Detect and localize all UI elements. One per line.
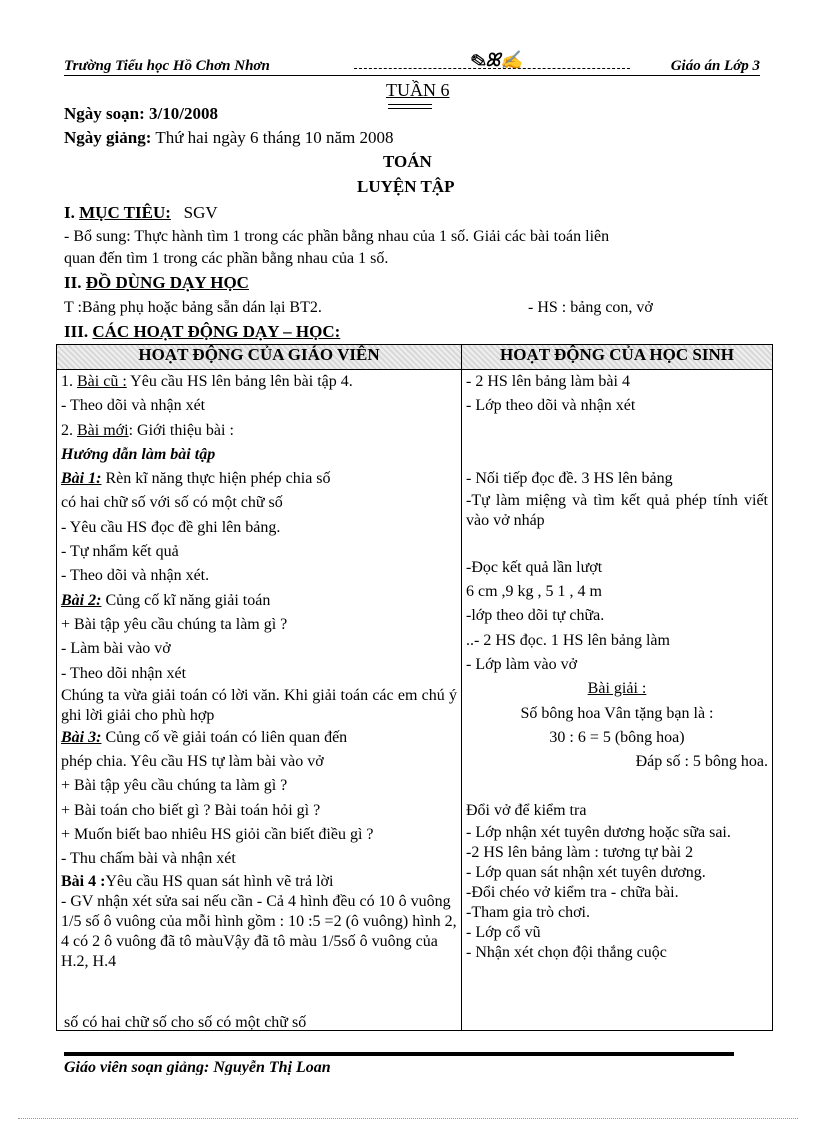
- supplement-line-1: - Bổ sung: Thực hành tìm 1 trong các phần bằng nhau của 1 số. Giải các bài toán liên: [64, 228, 610, 245]
- list-item: - Lớp nhận xét tuyên dương hoặc sữa sai.: [466, 824, 731, 842]
- list-item: + Bài toán cho biết gì ? Bài toán hỏi gì ?: [61, 801, 321, 819]
- header-divider: [64, 75, 760, 76]
- materials-teacher: T :Bảng phụ hoặc bảng sẵn dán lại BT2.: [64, 299, 322, 316]
- list-item: - Tự nhẩm kết quả: [61, 543, 179, 561]
- school-name: Trường Tiểu học Hồ Chơn Nhơn: [64, 58, 270, 74]
- week-title: TUẦN 6: [386, 80, 450, 100]
- list-item: -2 HS lên bảng làm : tương tự bài 2: [466, 844, 694, 862]
- list-item: Chúng ta vừa giải toán có lời văn. Khi giải toán các em chú ý ghi lời giải cho phù hợp: [61, 686, 457, 724]
- materials-students: - HS : bảng con, vở: [528, 299, 653, 316]
- activities-table: [56, 344, 773, 1031]
- exercise-4: Bài 4 :Yêu cầu HS quan sát hình vẽ trả lời: [61, 872, 334, 890]
- list-item: + Bài tập yêu cầu chúng ta làm gì ?: [61, 615, 288, 633]
- list-item: + Muốn biết bao nhiêu HS giỏi cần biết điều gì ?: [61, 826, 374, 844]
- list-item: Đổi vở để kiểm tra: [466, 801, 587, 819]
- list-item: -Đọc kết quả lần lượt: [466, 558, 603, 576]
- teacher-column-header: HOẠT ĐỘNG CỦA GIÁO VIÊN: [57, 345, 462, 370]
- lesson-title: LUYỆN TẬP: [357, 177, 455, 196]
- subject-title: TOÁN: [383, 152, 432, 171]
- list-item: ..- 2 HS đọc. 1 HS lên bảng làm: [466, 631, 670, 649]
- section-materials: II. ĐỒ DÙNG DẠY HỌC: [64, 273, 249, 292]
- solution-answer: Đáp số : 5 bông hoa.: [635, 753, 768, 771]
- solution-heading: Bài giải :: [587, 680, 647, 698]
- list-item: + Bài tập yêu cầu chúng ta làm gì ?: [61, 777, 288, 795]
- student-activities: [462, 370, 773, 1031]
- exercise-2: Bài 2: Củng cố kĩ năng giải toán: [61, 591, 271, 609]
- page-edge: [18, 1118, 798, 1119]
- list-item: - Theo dõi nhận xét: [61, 664, 187, 682]
- solution-line: Số bông hoa Vân tặng bạn là :: [520, 704, 714, 722]
- exercise-3-cont: phép chia. Yêu cầu HS tự làm bài vào vở: [61, 753, 324, 771]
- list-item: - GV nhận xét sửa sai nếu cần - Cả 4 hình đều có 10 ô vuông 1/5 số ô vuông của mỗi hình gồm : 10 :5 =2 (ô vuông) hình 2, 4 có 2 ô vuông đã tô màuVậy đã tô màu 1/5số ô vuông của H.2, H.4: [61, 892, 457, 970]
- solution-calc: 30 : 6 = 5 (bông hoa): [549, 728, 685, 746]
- list-item: - Lớp làm vào vở: [466, 655, 578, 673]
- list-item: -Đổi chéo vở kiểm tra - chữa bài.: [466, 884, 679, 902]
- ornament-icon: ✎ꕤ✍: [469, 50, 523, 70]
- exercise-1: Bài 1: Rèn kĩ năng thực hiện phép chia số: [61, 470, 331, 488]
- section-objectives: I. MỤC TIÊU: SGV: [64, 203, 218, 222]
- list-item: - 2 HS lên bảng làm bài 4: [466, 373, 630, 390]
- list-item: - Theo dõi và nhận xét.: [61, 567, 210, 585]
- old-lesson: 1. Bài cũ : Yêu cầu HS lên bảng lên bài tập 4.: [61, 373, 353, 390]
- list-item: -Tự làm miệng và tìm kết quả phép tính viết vào vở nháp: [466, 492, 768, 530]
- week-title-rule: [388, 104, 432, 109]
- list-item: - Lớp quan sát nhận xét tuyên dương.: [466, 864, 706, 882]
- new-lesson: 2. Bài mới: Giới thiệu bài :: [61, 421, 234, 439]
- document-type: Giáo án Lớp 3: [670, 58, 760, 74]
- teacher-activities: [57, 370, 462, 1031]
- activities-row: [57, 370, 773, 1031]
- supplement-line-2: quan đến tìm 1 trong các phần bằng nhau của 1 số.: [64, 250, 389, 267]
- exercise-3: Bài 3: Củng cố về giải toán có liên quan đến: [61, 728, 348, 746]
- list-item: -lớp theo dõi tự chữa.: [466, 607, 605, 625]
- list-item: 6 cm ,9 kg , 5 1 , 4 m: [466, 583, 602, 601]
- list-item: -Tham gia trò chơi.: [466, 904, 590, 922]
- list-item: - Nối tiếp đọc đề. 3 HS lên bảng: [466, 470, 673, 488]
- exercise-guide-heading: Hướng dẫn làm bài tập: [61, 445, 216, 463]
- list-item: - Theo dõi và nhận xét: [61, 397, 206, 415]
- list-item: - Lớp cổ vũ: [466, 924, 541, 942]
- footer-author: Giáo viên soạn giảng: Nguyễn Thị Loan: [64, 1059, 331, 1075]
- section-activities: III. CÁC HOẠT ĐỘNG DẠY – HỌC:: [64, 322, 341, 341]
- table-header-row: [57, 345, 773, 370]
- list-item: - Lớp theo dõi và nhận xét: [466, 397, 636, 415]
- list-item: - Thu chấm bài và nhận xét: [61, 850, 236, 868]
- list-item: - Yêu cầu HS đọc đề ghi lên bảng.: [61, 518, 281, 536]
- page-header: [64, 50, 760, 76]
- trailing-text: số có hai chữ số cho số có một chữ số: [64, 1014, 307, 1031]
- footer-divider: [64, 1052, 734, 1056]
- exercise-1-cont: có hai chữ số với số có một chữ số: [61, 494, 283, 512]
- teach-date: Ngày giảng: Thứ hai ngày 6 tháng 10 năm 2008: [64, 128, 394, 147]
- student-column-header: HOẠT ĐỘNG CỦA HỌC SINH: [462, 345, 773, 370]
- prep-date: Ngày soạn: 3/10/2008: [64, 104, 218, 123]
- list-item: - Làm bài vào vở: [61, 640, 171, 658]
- list-item: - Nhận xét chọn đội thắng cuộc: [466, 944, 667, 962]
